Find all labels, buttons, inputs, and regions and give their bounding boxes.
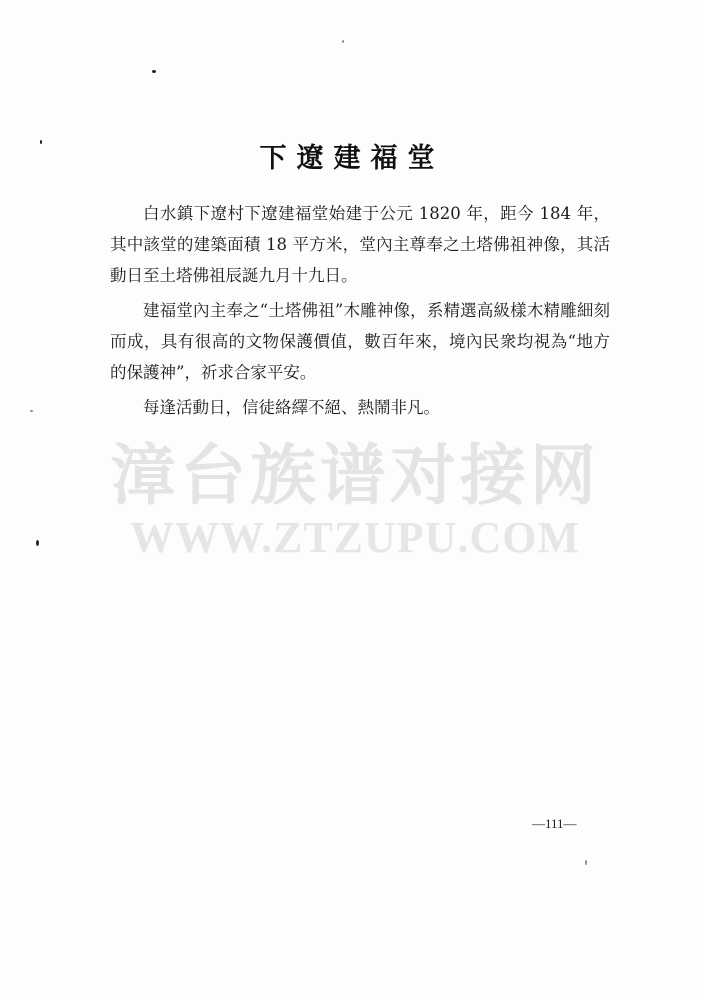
scan-speck [342,40,344,43]
paragraph-3: 每逢活動日，信徒絡繹不絕、熱鬧非凡。 [143,398,440,417]
body-text [110,198,610,427]
scan-speck [36,540,39,546]
page-number: —111— [532,816,577,831]
watermark-url: WWW.ZTZUPU.COM [130,513,580,562]
page-title: 下遼建福堂 [259,143,445,175]
watermark [100,436,610,562]
scan-speck [585,860,587,865]
watermark-chinese: 漳台族谱对接网 [110,436,600,514]
scan-speck [30,410,33,412]
paragraph-2: 建福堂內主奉之“土塔佛祖”木雕神像，系精選高級樣木精雕細刻而成，具有很高的文物保護價值，數百年來，境內民衆均視為“地方的保護神”，祈求合家平安。 [110,301,610,382]
paragraph-1: 白水鎮下遼村下遼建福堂始建于公元 1820 年，距今 184 年，其中該堂的建築面積 18 平方米，堂內主尊奉之土塔佛祖神像，其活動日至土塔佛祖辰誕九月十九日。 [110,204,610,285]
scan-speck [152,70,156,73]
